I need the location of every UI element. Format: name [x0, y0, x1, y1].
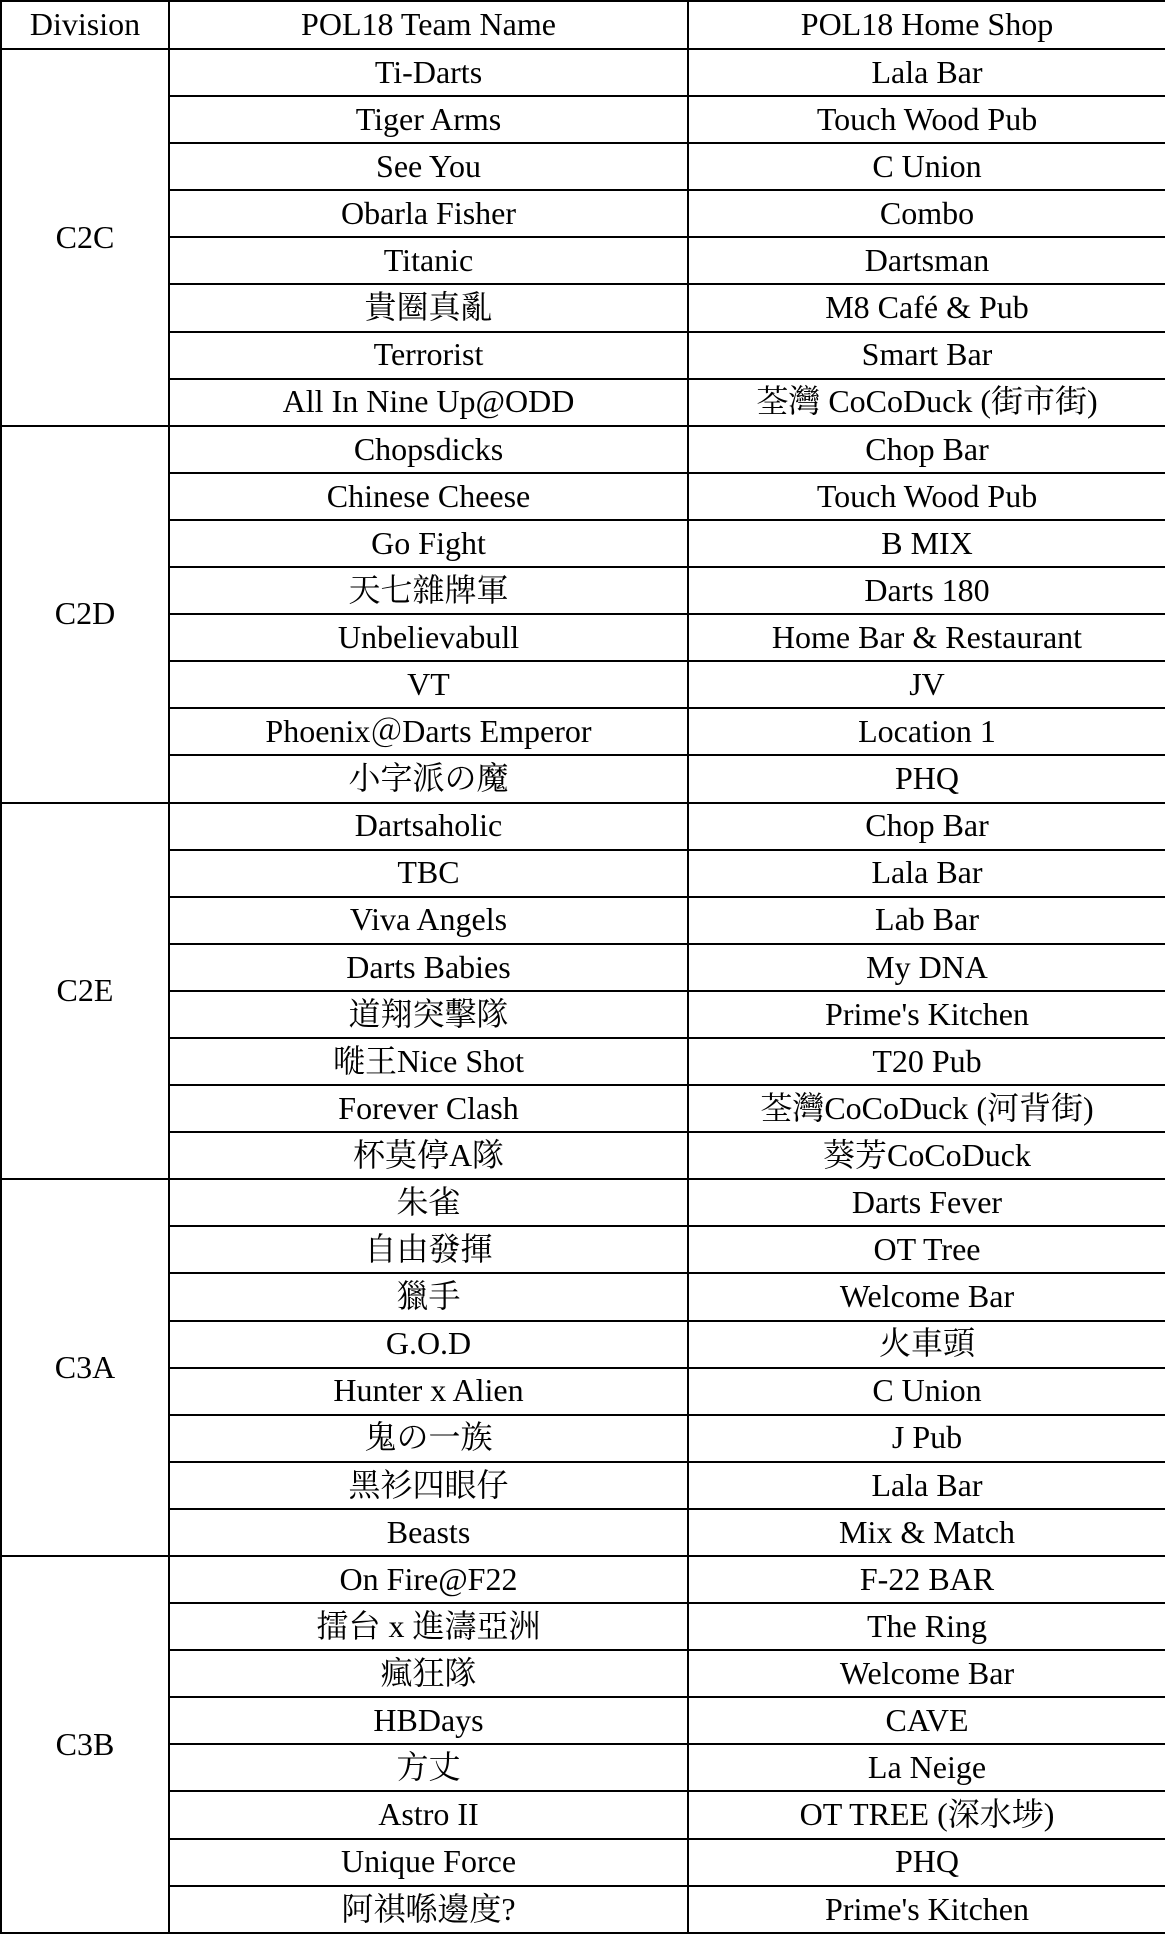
table-row — [1, 1368, 1165, 1415]
table-row — [1, 379, 1165, 426]
team-name-cell: Darts Babies — [169, 944, 688, 991]
team-name-cell: Ti-Darts — [169, 49, 688, 96]
team-name-cell: Chinese Cheese — [169, 473, 688, 520]
home-shop-cell: Chop Bar — [688, 426, 1165, 473]
table-header — [1, 1, 1165, 49]
table-row — [1, 284, 1165, 331]
table-row — [1, 1556, 1165, 1603]
team-name-cell: 嘥王Nice Shot — [169, 1038, 688, 1085]
home-shop-cell: OT Tree — [688, 1226, 1165, 1273]
team-name-cell: See You — [169, 143, 688, 190]
header-row — [1, 1, 1165, 49]
team-name-cell: Unbelievabull — [169, 614, 688, 661]
table-row — [1, 1886, 1165, 1933]
division-cell: C2E — [1, 803, 169, 1180]
home-shop-cell: Home Bar & Restaurant — [688, 614, 1165, 661]
table-row — [1, 1132, 1165, 1179]
home-shop-cell: CAVE — [688, 1697, 1165, 1744]
home-shop-cell: B MIX — [688, 520, 1165, 567]
home-shop-cell: My DNA — [688, 944, 1165, 991]
table-row — [1, 614, 1165, 661]
team-name-cell: Obarla Fisher — [169, 190, 688, 237]
table-row — [1, 49, 1165, 96]
home-shop-cell: 荃灣 CoCoDuck (街市街) — [688, 379, 1165, 426]
table-row — [1, 991, 1165, 1038]
home-shop-cell: The Ring — [688, 1603, 1165, 1650]
team-name-cell: 方丈 — [169, 1744, 688, 1791]
team-name-cell: Beasts — [169, 1509, 688, 1556]
home-shop-cell: F-22 BAR — [688, 1556, 1165, 1603]
home-shop-cell: Lala Bar — [688, 49, 1165, 96]
team-name-cell: Phoenix＠Darts Emperor — [169, 708, 688, 755]
team-name-cell: 瘋狂隊 — [169, 1650, 688, 1697]
table-row — [1, 850, 1165, 897]
home-shop-cell: Chop Bar — [688, 803, 1165, 850]
table-row — [1, 567, 1165, 614]
team-name-cell: HBDays — [169, 1697, 688, 1744]
table-row — [1, 1179, 1165, 1226]
team-name-cell: 天七雜牌軍 — [169, 567, 688, 614]
team-name-cell: All In Nine Up@ODD — [169, 379, 688, 426]
table-row — [1, 1273, 1165, 1320]
team-name-cell: 道翔突擊隊 — [169, 991, 688, 1038]
table-row — [1, 1415, 1165, 1462]
team-name-cell: Unique Force — [169, 1839, 688, 1886]
team-name-cell: Titanic — [169, 237, 688, 284]
home-shop-cell: Lala Bar — [688, 850, 1165, 897]
home-shop-cell: La Neige — [688, 1744, 1165, 1791]
home-shop-cell: Location 1 — [688, 708, 1165, 755]
team-name-cell: VT — [169, 661, 688, 708]
table-row — [1, 803, 1165, 850]
home-shop-cell: Lab Bar — [688, 897, 1165, 944]
table-row — [1, 708, 1165, 755]
home-shop-cell: Smart Bar — [688, 332, 1165, 379]
team-name-cell: 杯莫停A隊 — [169, 1132, 688, 1179]
home-shop-cell: Touch Wood Pub — [688, 96, 1165, 143]
team-name-cell: 小字派の魔 — [169, 755, 688, 802]
team-name-cell: 阿祺喺邊度? — [169, 1886, 688, 1933]
header-team-name: POL18 Team Name — [169, 1, 688, 49]
home-shop-cell: Combo — [688, 190, 1165, 237]
table-row — [1, 96, 1165, 143]
table-row — [1, 1791, 1165, 1838]
table-row — [1, 897, 1165, 944]
division-cell: C2C — [1, 49, 169, 426]
team-name-cell: 鬼の一族 — [169, 1415, 688, 1462]
team-name-cell: TBC — [169, 850, 688, 897]
header-home-shop: POL18 Home Shop — [688, 1, 1165, 49]
home-shop-cell: M8 Café & Pub — [688, 284, 1165, 331]
home-shop-cell: JV — [688, 661, 1165, 708]
home-shop-cell: Touch Wood Pub — [688, 473, 1165, 520]
division-cell: C3B — [1, 1556, 169, 1933]
division-cell: C3A — [1, 1179, 169, 1556]
division-cell: C2D — [1, 426, 169, 803]
team-name-cell: Dartsaholic — [169, 803, 688, 850]
team-name-cell: Go Fight — [169, 520, 688, 567]
team-name-cell: Chopsdicks — [169, 426, 688, 473]
home-shop-cell: Prime's Kitchen — [688, 991, 1165, 1038]
home-shop-cell: 火車頭 — [688, 1321, 1165, 1368]
home-shop-cell: Darts Fever — [688, 1179, 1165, 1226]
table-row — [1, 1462, 1165, 1509]
team-name-cell: Tiger Arms — [169, 96, 688, 143]
table-row — [1, 1697, 1165, 1744]
table-row — [1, 1509, 1165, 1556]
table-row — [1, 944, 1165, 991]
home-shop-cell: C Union — [688, 1368, 1165, 1415]
table-row — [1, 1744, 1165, 1791]
table-row — [1, 755, 1165, 802]
team-name-cell: 自由發揮 — [169, 1226, 688, 1273]
home-shop-cell: Mix & Match — [688, 1509, 1165, 1556]
team-name-cell: 貴圈真亂 — [169, 284, 688, 331]
team-name-cell: Viva Angels — [169, 897, 688, 944]
team-name-cell: Astro II — [169, 1791, 688, 1838]
table-row — [1, 1650, 1165, 1697]
table-row — [1, 1839, 1165, 1886]
table-row — [1, 1226, 1165, 1273]
table-row — [1, 426, 1165, 473]
table-row — [1, 143, 1165, 190]
team-name-cell: 朱雀 — [169, 1179, 688, 1226]
team-name-cell: Forever Clash — [169, 1085, 688, 1132]
table-row — [1, 1603, 1165, 1650]
header-division: Division — [1, 1, 169, 49]
home-shop-cell: Dartsman — [688, 237, 1165, 284]
home-shop-cell: PHQ — [688, 1839, 1165, 1886]
home-shop-cell: T20 Pub — [688, 1038, 1165, 1085]
home-shop-cell: C Union — [688, 143, 1165, 190]
home-shop-cell: OT TREE (深水埗) — [688, 1791, 1165, 1838]
home-shop-cell: Lala Bar — [688, 1462, 1165, 1509]
table-row — [1, 520, 1165, 567]
table-body — [1, 49, 1165, 1933]
table-row — [1, 1085, 1165, 1132]
home-shop-cell: 葵芳CoCoDuck — [688, 1132, 1165, 1179]
home-shop-cell: Darts 180 — [688, 567, 1165, 614]
table-row — [1, 190, 1165, 237]
team-name-cell: On Fire@F22 — [169, 1556, 688, 1603]
table-row — [1, 661, 1165, 708]
team-name-cell: 擂台 x 進濤亞洲 — [169, 1603, 688, 1650]
team-name-cell: G.O.D — [169, 1321, 688, 1368]
table-row — [1, 1321, 1165, 1368]
home-shop-cell: PHQ — [688, 755, 1165, 802]
home-shop-cell: Prime's Kitchen — [688, 1886, 1165, 1933]
home-shop-cell: 荃灣CoCoDuck (河背街) — [688, 1085, 1165, 1132]
team-name-cell: Hunter x Alien — [169, 1368, 688, 1415]
home-shop-cell: Welcome Bar — [688, 1273, 1165, 1320]
team-name-cell: Terrorist — [169, 332, 688, 379]
table-row — [1, 473, 1165, 520]
table-row — [1, 1038, 1165, 1085]
team-name-cell: 獵手 — [169, 1273, 688, 1320]
team-name-cell: 黑衫四眼仔 — [169, 1462, 688, 1509]
home-shop-cell: J Pub — [688, 1415, 1165, 1462]
table-row — [1, 237, 1165, 284]
home-shop-cell: Welcome Bar — [688, 1650, 1165, 1697]
table-row — [1, 332, 1165, 379]
